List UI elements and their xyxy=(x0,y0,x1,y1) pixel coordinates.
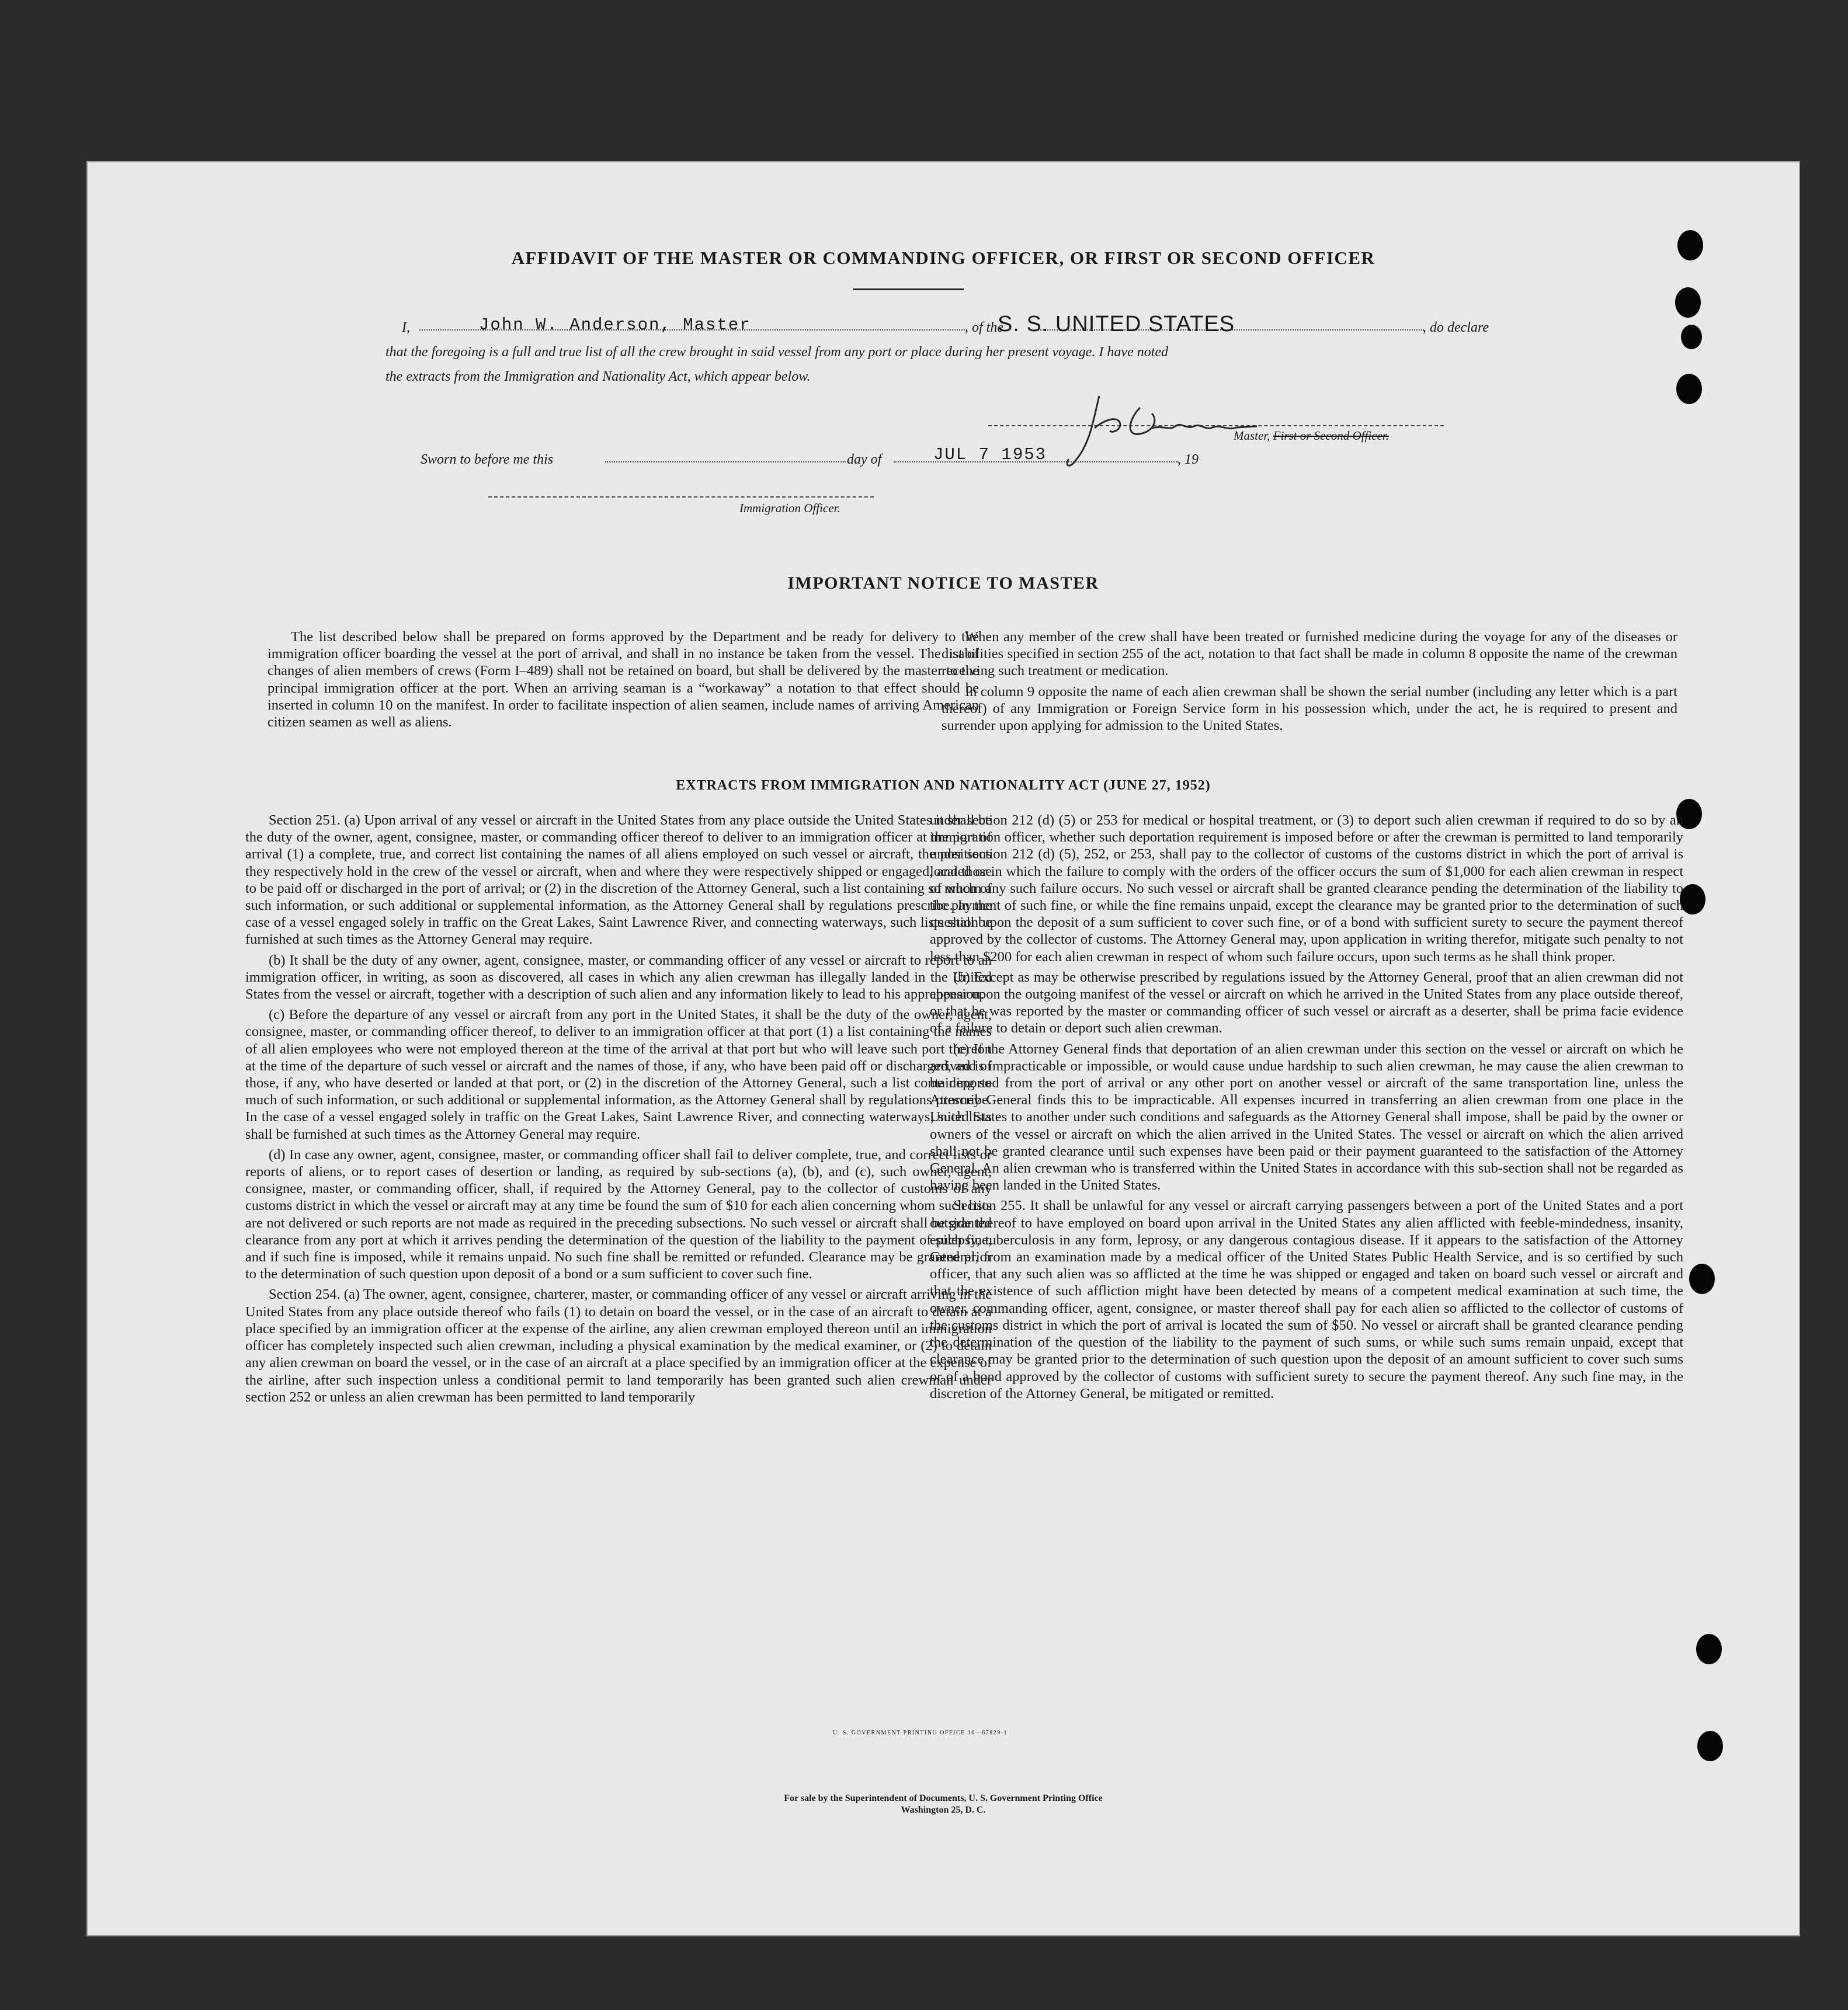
printing-office-imprint: U. S. GOVERNMENT PRINTING OFFICE 16—67829-1 xyxy=(833,1730,1008,1736)
immigration-officer-line xyxy=(488,496,874,498)
sworn-day-fill-line xyxy=(605,461,846,462)
sale-line-2: Washington 25, D. C. xyxy=(901,1805,986,1815)
extracts-right-column xyxy=(930,812,1683,1402)
do-declare-label: , do declare xyxy=(1423,320,1489,335)
extract-right-paragraph: (c) If the Attorney General finds that deportation of an alien crewman under this section on the vessel or aircraft on which he arrived is impracticable or impossible, or would cause undue hardship to such alien crewman, he may cause the alien crewman to be deported from the port of arrival or any other port on another vessel or aircraft of the same transportation line, unless the Attorney General finds this to be impracticable. All expenses incurred in transferring an alien crewman from one place in the United States to another under such conditions and safeguards as the Attorney General shall impose, shall be paid by the owner or owners of the vessel or aircraft on which the alien arrived in the United States. The vessel or aircraft on which the alien arrived shall not be granted clearance until such expenses have been paid or their payment guaranteed to the satisfaction of the Attorney General. An alien crewman who is transferred within the United States in accordance with this sub-section shall not be regarded as having been landed in the United States. xyxy=(930,1041,1683,1194)
of-the-label: , of the xyxy=(965,320,1003,335)
master-name-typed: John W. Anderson, Master xyxy=(479,315,751,335)
extract-left-paragraph: (d) In case any owner, agent, consignee, master, or commanding officer shall fail to deliver complete, true, and correct lists or reports of aliens, or to report cases of desertion or landing, as required by sub-sections (a), (b), and (c), such owner, agent, consignee, master, or commanding officer, shall, if required by the Attorney General, pay to the collector of customs of any customs district in which the vessel or aircraft may at any time be found the sum of $10 for each alien concerning whom such lists are not delivered or such reports are not made as required in the preceding subsections. No such vessel or aircraft shall be granted clearance from any port at which it arrives pending the determination of the question of the liability to the payment of such fine, and if such fine is imposed, while it remains unpaid. No such fine shall be remitted or refunded. Clearance may be granted prior to the determination of such question upon deposit of a bond or a sum sufficient to cover such fine. xyxy=(245,1146,992,1282)
title-divider xyxy=(853,288,964,290)
sale-notice xyxy=(88,1793,1799,1816)
punch-hole-2 xyxy=(1675,287,1701,318)
notice-title: IMPORTANT NOTICE TO MASTER xyxy=(787,573,1099,593)
punch-hole-9 xyxy=(1697,1731,1723,1761)
sworn-label: Sworn to before me this xyxy=(421,452,554,467)
notice-left-paragraph: The list described below shall be prepared on forms approved by the Department and be ready for delivery to the immigration officer boarding the vessel at the port of arrival, and shall in no instance be taken from the vessel. The list of changes of alien members of crews (Form I–489) shall not be retained on board, but shall be delivered by the master to the principal immigration officer at the port. When an arriving seaman is a “workaway” a notation to that effect should be inserted in column 10 on the manifest. In order to facilitate inspection of alien seamen, include names of arriving American citizen seamen as well as aliens. xyxy=(268,629,979,731)
extract-left-paragraph: Section 251. (a) Upon arrival of any vessel or aircraft in the United States from any place outside the United States it shall be the duty of the owner, agent, consignee, master, or commanding officer thereof to deliver to an immigration officer at the port of arrival (1) a complete, true, and correct list containing the names of all aliens employed on such vessel or aircraft, the positions they respectively hold in the crew of the vessel or aircraft, when and where they were respectively shipped or engaged, and those to be paid off or discharged in the port of arrival; or (2) in the discretion of the Attorney General, such a list containing so much of such information, or such additional or supplemental information, as the Attorney General shall by regulations prescribe. In the case of a vessel engaged solely in traffic on the Great Lakes, Saint Lawrence River, and connecting waterways, such lists shall be furnished at such times as the Attorney General may require. xyxy=(245,812,992,948)
sale-line-1: For sale by the Superintendent of Documents, U. S. Government Printing Office xyxy=(784,1793,1103,1803)
extract-left-paragraph: (b) It shall be the duty of any owner, agent, consignee, master, or commanding officer of any vessel or aircraft to report to an immigration officer, in writing, as soon as discovered, all cases in which any alien crewman has illegally landed in the United States from the vessel or aircraft, together with a description of such alien and any information likely to lead to his apprehension. xyxy=(245,952,992,1003)
extract-left-paragraph: (c) Before the departure of any vessel or aircraft from any port in the United States, it shall be the duty of the owner, agent, consignee, master, or commanding officer thereof, to deliver to an immigration officer at that port (1) a list containing the names of all alien employees who were not employed thereon at the time of the arrival at that port but who will leave such port thereon at the time of the departure of such vessel or aircraft and the names of those, if any, who have been paid off or discharged, and of those, if any, who have deserted or landed at that port, or (2) in the discretion of the Attorney General, such a list containing so much of such information, or such additional or supplemental information, as the Attorney General shall by regulations prescribe. In the case of a vessel engaged solely in traffic on the Great Lakes, Saint Lawrence River, and connecting waterways, such lists shall be furnished at such times as the Attorney General may require. xyxy=(245,1007,992,1142)
extract-right-paragraph: under section 212 (d) (5) or 253 for medical or hospital treatment, or (3) to deport such alien crewman if required to do so by an immigration officer, whether such deportation requirement is imposed before or after the crewman is permitted to land temporarily under section 212 (d) (5), 252, or 253, shall pay to the collector of customs of the customs district in which the port of arrival is located or in which the failure to comply with the orders of the officer occurs the sum of $1,000 for each alien crewman in respect of whom any such failure occurs. No such vessel or aircraft shall be granted clearance pending the determination of the liability to the payment of such fine, or while the fine remains unpaid, except the clearance may be granted prior to the determination of such question upon the deposit of a sum sufficient to cover such fine, or of a bond with sufficient surety to secure the payment thereof approved by the collector of customs. The Attorney General may, upon application in writing therefor, mitigate such penalty to not less than $200 for each alien crewman in respect of whom such failure occurs, upon such terms as he shall think proper. xyxy=(930,812,1683,965)
extracts-left-column xyxy=(245,812,992,1406)
sworn-date-typed: JUL 7 1953 xyxy=(933,445,1047,464)
statement-line-1: that the foregoing is a full and true list of all the crew brought in said vessel from any port or place during her present voyage. I have noted xyxy=(385,345,1169,360)
punch-hole-8 xyxy=(1696,1634,1722,1664)
notice-right-paragraph-1: When any member of the crew shall have been treated or furnished medicine during the voyage for any of the diseases or disabilities specified in section 255 of the act, notation to that fact shall be made in column 8 opposite the name of the crewman receiving such treatment or medication. xyxy=(942,629,1677,679)
immigration-officer-caption: Immigration Officer. xyxy=(739,501,840,515)
affidavit-prefix: I, xyxy=(402,320,410,335)
caption-master: Master, xyxy=(1234,429,1270,443)
notice-right-paragraph-2: In column 9 opposite the name of each alien crewman shall be shown the serial number (including any letter which is a part thereof) of any Immigration or Foreign Service form in his possession which, under the act, he is required to present and surrender upon applying for admission to the United States. xyxy=(942,683,1677,734)
statement-line-2: the extracts from the Immigration and Nationality Act, which appear below. xyxy=(385,369,811,384)
caption-struck-officer: First or Second Officer. xyxy=(1273,429,1389,443)
extract-right-paragraph: (b) Except as may be otherwise prescribed by regulations issued by the Attorney General, proof that an alien crewman did not appear upon the outgoing manifest of the vessel or aircraft on which he arrived in the United States from any place outside thereof, or that he was reported by the master or commanding officer of such vessel or aircraft as a deserter, shall be prima facie evidence of a failure to detain or deport such alien crewman. xyxy=(930,969,1683,1037)
year-label: , 19 xyxy=(1177,452,1199,467)
punch-hole-3 xyxy=(1681,325,1702,349)
punch-hole-7 xyxy=(1689,1264,1715,1294)
extract-left-paragraph: Section 254. (a) The owner, agent, consignee, charterer, master, or commanding officer of any vessel or aircraft arriving in the United States from any place outside thereof who fails (1) to detain on board the vessel, or in the case of an aircraft to detain at a place specified by an immigration officer at the expense of the airline, any alien crewman employed thereon until an immigration officer has completely inspected such alien crewman, including a physical examination by the medical examiner, or (2) to detain any alien crewman on board the vessel, or in the case of an aircraft at a place specified by an immigration officer at the expense of the airline, after such inspection unless a conditional permit to land temporarily has been granted such alien crewman under section 252 or unless an alien crewman has been permitted to land temporarily xyxy=(245,1286,992,1405)
extracts-title: EXTRACTS FROM IMMIGRATION AND NATIONALITY ACT (JUNE 27, 1952) xyxy=(676,778,1211,793)
affidavit-title: AFFIDAVIT OF THE MASTER OR COMMANDING OFFICER, OR FIRST OR SECOND OFFICER xyxy=(511,248,1375,268)
document-page xyxy=(88,162,1799,1935)
punch-hole-6 xyxy=(1680,884,1705,914)
punch-hole-4 xyxy=(1676,374,1702,404)
notice-left-column xyxy=(268,628,979,731)
signer-caption xyxy=(1234,429,1389,443)
extract-right-paragraph: Section 255. It shall be unlawful for any vessel or aircraft carrying passengers between a port of the United States and a port outside thereof to have employed on board upon arrival in the United States any alien afflicted with feeble-mindedness, insanity, epilepsy, tuberculosis in any form, leprosy, or any dangerous contagious disease. If it appears to the satisfaction of the Attorney General, from an examination made by a medical officer of the United States Public Health Service, and is so certified by such officer, that any such alien was so afflicted at the time he was shipped or engaged and taken on board such vessel or aircraft and that the existence of such affliction might have been detected by means of a competent medical examination at such time, the owner, commanding officer, agent, consignee, or master thereof shall pay for each alien so afflicted to the collector of customs of the customs district in which the port of arrival is located the sum of $50. No vessel or aircraft shall be granted clearance pending the determination of the question of the liability to the payment of such sums, or while such sums remain unpaid, except that clearance may be granted prior to the determination of such question upon the deposit of an amount sufficient to cover such sums or of a bond approved by the collector of customs with sufficient surety to secure the payment thereof. Any such fine may, in the discretion of the Attorney General, be mitigated or remitted. xyxy=(930,1198,1683,1402)
vessel-name-typed: S. S. UNITED STATES xyxy=(998,312,1235,336)
notice-right-column xyxy=(942,628,1677,734)
day-of-label: day of xyxy=(847,452,882,467)
